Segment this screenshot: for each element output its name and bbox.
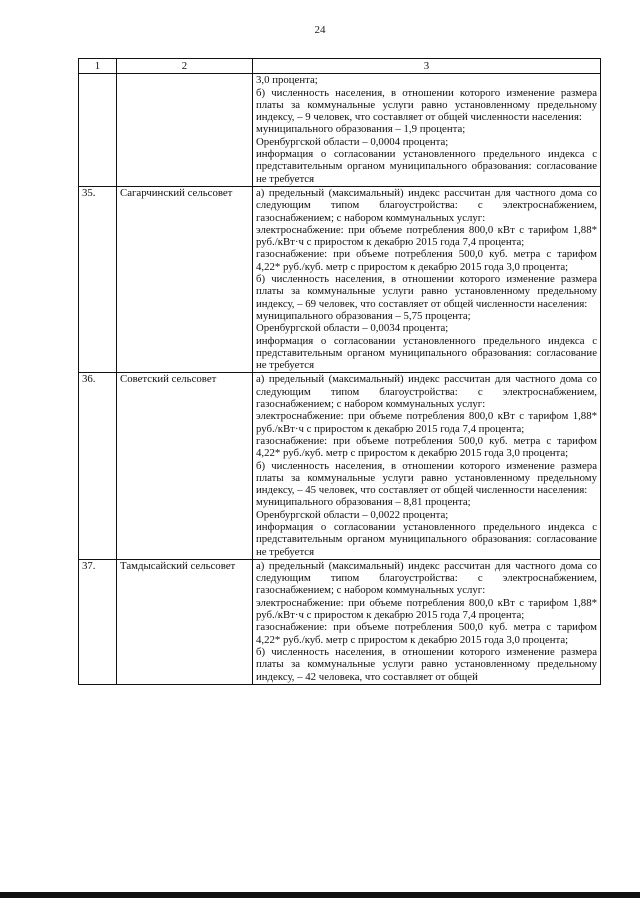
bottom-scan-border: [0, 892, 640, 898]
municipality-name: Советский сельсовет: [117, 373, 253, 559]
description-paragraph: Оренбургской области – 0,0022 процента;: [256, 508, 449, 521]
table-row: [79, 373, 601, 559]
description-paragraph: газоснабжение: при объеме потребления 500,0 куб. метра с тарифом 4,22* руб./куб. метр с приростом к декабрю 2015 года 3,0 процента;: [256, 434, 597, 460]
description-paragraph: электроснабжение: при объеме потребления 800,0 кВт с тарифом 1,88* руб./кВт·ч с приростом к декабрю 2015 года 7,4 процента;: [256, 223, 597, 249]
column-header: 1: [79, 59, 117, 74]
description-paragraph: б) численность населения, в отношении которого изменение размера платы за коммунальные услуги равно установленному предельному индексу, – 45 человек, что составляет от общей численности населения:: [256, 459, 597, 497]
description-paragraph: 3,0 процента;: [256, 74, 318, 87]
municipality-name: [117, 74, 253, 187]
municipality-name: Сагарчинский сельсовет: [117, 186, 253, 372]
description-paragraph: а) предельный (максимальный) индекс рассчитан для частного дома со следующим типом благоустройства: с электроснабжением, газоснабжением; с набором коммунальных услуг:: [256, 373, 597, 411]
table-row: [79, 559, 601, 684]
index-description: [253, 74, 601, 187]
index-description: [253, 373, 601, 559]
description-paragraph: электроснабжение: при объеме потребления 800,0 кВт с тарифом 1,88* руб./кВт·ч с приростом к декабрю 2015 года 7,4 процента;: [256, 410, 597, 435]
description-paragraph: а) предельный (максимальный) индекс рассчитан для частного дома со следующим типом благоустройства: с электроснабжением, газоснабжением; с набором коммунальных услуг:: [256, 559, 597, 597]
index-description: [253, 186, 601, 372]
table-header-row: [79, 59, 601, 74]
description-paragraph: газоснабжение: при объеме потребления 500,0 куб. метра с тарифом 4,22* руб./куб. метр с приростом к декабрю 2015 года 3,0 процента;: [256, 248, 597, 273]
row-number: [79, 74, 117, 187]
description-paragraph: б) численность населения, в отношении которого изменение размера платы за коммунальные услуги равно установленному предельному индексу, – 42 человека, что составляет от общей: [256, 645, 597, 683]
row-number: 35.: [79, 186, 117, 372]
description-paragraph: муниципального образования – 8,81 процента;: [256, 496, 471, 509]
municipality-name: Тамдысайский сельсовет: [117, 559, 253, 684]
column-header: 3: [253, 59, 601, 74]
row-number: 36.: [79, 373, 117, 559]
description-paragraph: б) численность населения, в отношении которого изменение размера платы за коммунальные услуги равно установленному предельному индексу, – 69 человек, что составляет от общей численности населения:: [256, 273, 597, 310]
page-number: 24: [314, 24, 326, 36]
description-paragraph: электроснабжение: при объеме потребления 800,0 кВт с тарифом 1,88* руб./кВт·ч с приростом к декабрю 2015 года 7,4 процента;: [256, 596, 597, 622]
description-paragraph: информация о согласовании установленного предельного индекса с представительным органом муниципального образования: согласование не требуется: [256, 334, 597, 372]
description-paragraph: Оренбургской области – 0,0034 процента;: [256, 322, 449, 335]
table-row: [79, 186, 601, 372]
row-number: 37.: [79, 559, 117, 684]
index-table: [78, 58, 601, 685]
description-paragraph: информация о согласовании установленного предельного индекса с представительным органом муниципального образования: согласование не требуется: [256, 520, 597, 558]
description-paragraph: муниципального образования – 1,9 процента;: [256, 123, 466, 136]
description-paragraph: б) численность населения, в отношении которого изменение размера платы за коммунальные услуги равно установленному предельному индексу, – 9 человек, что составляет от общей численности населения:: [256, 86, 597, 124]
description-paragraph: муниципального образования – 5,75 процента;: [256, 309, 471, 322]
description-paragraph: а) предельный (максимальный) индекс рассчитан для частного дома со следующим типом благоустройства: с электроснабжением, газоснабжением; с набором коммунальных услуг:: [256, 186, 597, 224]
description-paragraph: информация о согласовании установленного предельного индекса с представительным органом муниципального образования: согласование не требуется: [256, 148, 597, 185]
description-paragraph: Оренбургской области – 0,0004 процента;: [256, 135, 449, 148]
description-paragraph: газоснабжение: при объеме потребления 500,0 куб. метра с тарифом 4,22* руб./куб. метр с приростом к декабрю 2015 года 3,0 процента;: [256, 621, 597, 646]
table-body: [79, 74, 601, 685]
index-description: [253, 559, 601, 684]
column-header: 2: [117, 59, 253, 74]
table-row: [79, 74, 601, 187]
